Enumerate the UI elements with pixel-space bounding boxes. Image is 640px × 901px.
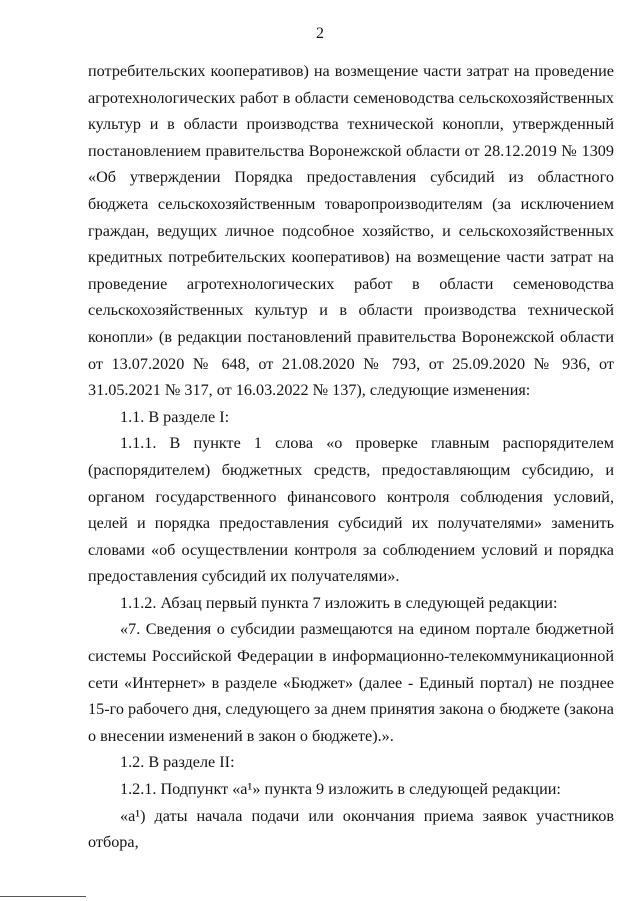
paragraph-quote-subitem-a1: «а¹) даты начала подачи или окончания приема заявок участников отбора, (88, 806, 614, 852)
paragraph-section-1-2: 1.2. В разделе II: (120, 753, 235, 772)
paragraph-continuation: потребительских кооперативов) на возмещение части затрат на проведение агротехнологических работ в области семеноводства сельскохозяйственных культур и в области производства технической конопли, утвержденный постановлением правительства Воронежской области от 28.12.2019 № 1309 «Об утверждении Порядка предоставления субсидий из областного бюджета сельскохозяйственным товаропроизводителям (за исключением граждан, ведущих личное подсобное хозяйство, и сельскохозяйственных кредитных потребительских кооперативов) на возмещение части затрат на проведение агротехнологических работ в области семеноводства сельскохозяйственных культур и в области производства технической конопли» (в редакции постановлений правительства Воронежской области от 13.07.2020 № 648, от 21.08.2020 № 793, от 25.09.2020 № 936, от 31.05.2021 № 317, от 16.03.2022 № 137), следующие изменения: (88, 62, 614, 400)
document-body (88, 58, 614, 856)
footer-divider (0, 896, 86, 897)
paragraph-quote-item-7: «7. Сведения о субсидии размещаются на едином портале бюджетной системы Российской Федерации в информационно-телекоммуникационной сети «Интернет» в разделе «Бюджет» (далее - Единый портал) не позднее 15-го рабочего дня, следующего за днем принятия закона о бюджете (закона о внесении изменений в закон о бюджете).». (88, 620, 614, 745)
paragraph-item-1-1-1: 1.1.1. В пункте 1 слова «о проверке главным распорядителем (распорядителем) бюджетных средств, предоставляющим субсидию, и органом государственного финансового контроля соблюдения условий, целей и порядка предоставления субсидий их получателями» заменить словами «об осуществлении контроля за соблюдением условий и порядка предоставления субсидий их получателями». (88, 434, 614, 586)
page-number: 2 (316, 25, 324, 42)
paragraph-item-1-1-2: 1.1.2. Абзац первый пункта 7 изложить в следующей редакции: (120, 593, 558, 612)
paragraph-item-1-2-1: 1.2.1. Подпункт «а¹» пункта 9 изложить в следующей редакции: (120, 780, 561, 799)
paragraph-section-1-1: 1.1. В разделе I: (120, 407, 230, 426)
